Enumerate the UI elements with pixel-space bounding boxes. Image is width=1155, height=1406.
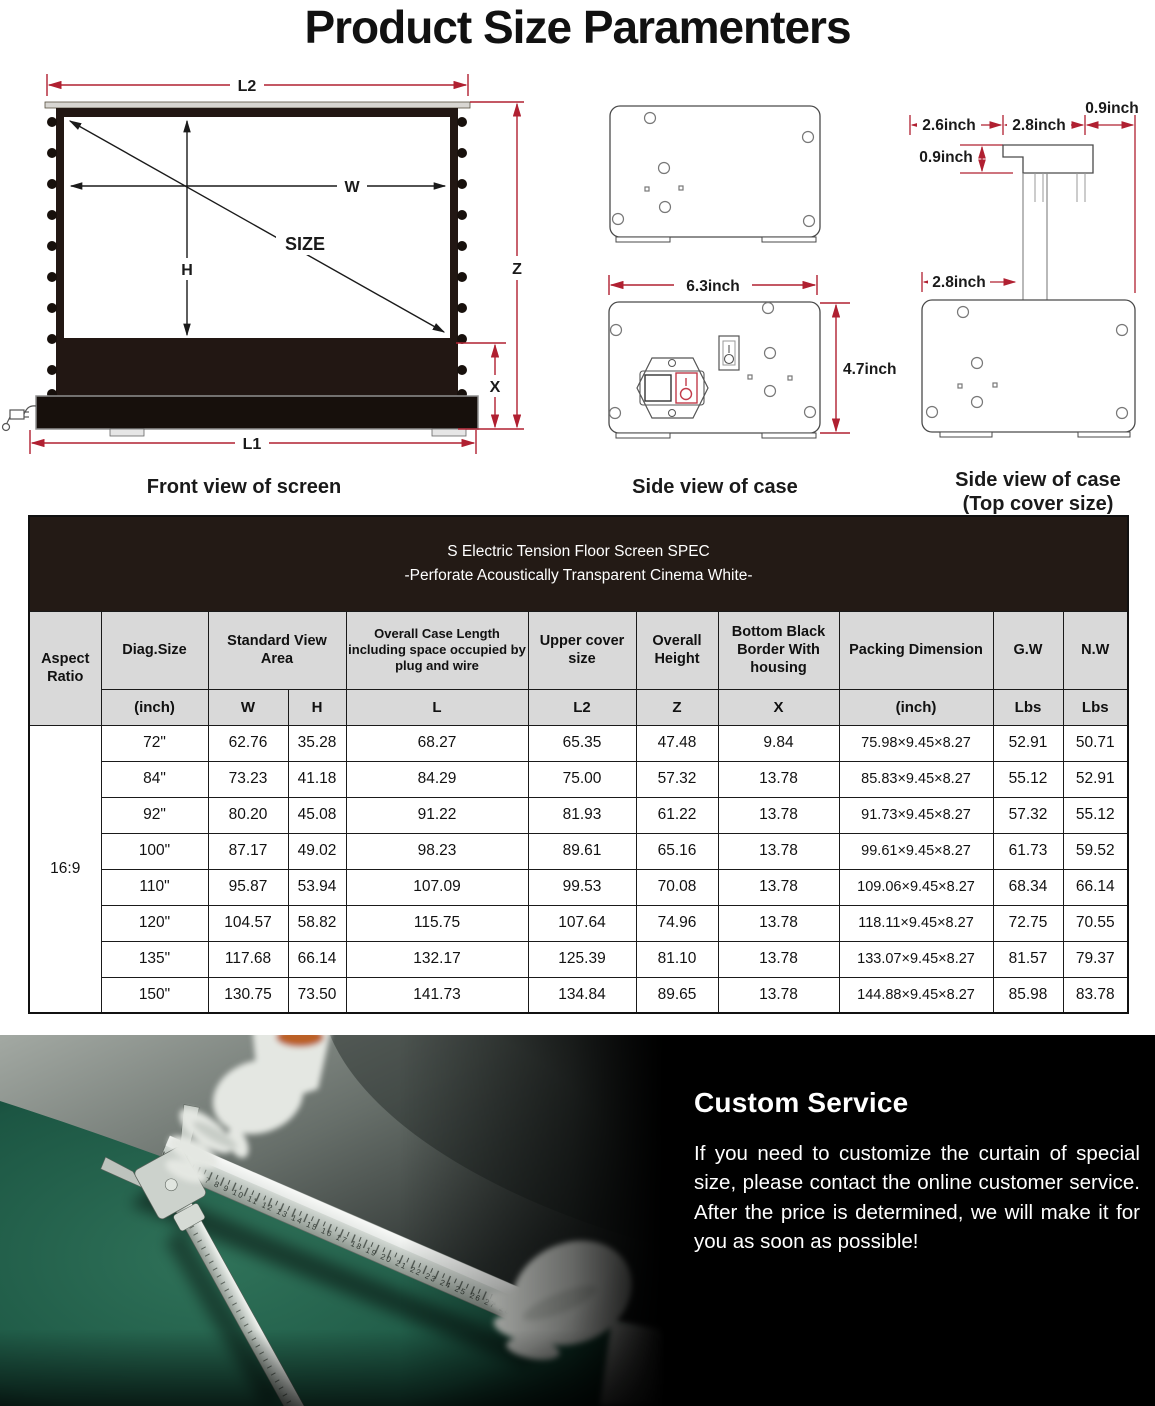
table-cell: 100"	[101, 833, 208, 869]
table-cell: 99.61×9.45×8.27	[839, 833, 993, 869]
x-label: X	[489, 379, 501, 396]
table-cell: 107.09	[346, 869, 528, 905]
table-row	[29, 797, 1128, 833]
table-cell: 87.17	[208, 833, 288, 869]
table-cell: 66.14	[1063, 869, 1128, 905]
dim-28-label: 2.8inch	[1012, 117, 1066, 134]
case-top-foot-right	[762, 237, 816, 242]
screen-bottom-black-border	[64, 338, 450, 396]
table-cell: 55.12	[993, 761, 1063, 797]
table-cell: 85.98	[993, 977, 1063, 1013]
screen-case	[36, 396, 478, 429]
table-cell: 70.08	[636, 869, 718, 905]
table-title-line2: -Perforate Acoustically Transparent Cinema White-	[404, 566, 753, 584]
top-cover-caption-line2: (Top cover size)	[962, 493, 1114, 514]
top-cover-profile	[1003, 145, 1093, 173]
table-cell: 81.93	[528, 797, 636, 833]
col-header-diag: Diag.Size	[101, 611, 208, 689]
table-cell: 58.82	[288, 905, 346, 941]
table-row	[29, 977, 1128, 1013]
custom-service-panel	[694, 1087, 1140, 1256]
table-row	[29, 761, 1128, 797]
table-cell: 95.87	[208, 869, 288, 905]
table-cell: 89.61	[528, 833, 636, 869]
z-label: Z	[512, 261, 522, 278]
custom-service-body: If you need to customize the curtain of special size, please contact the online customer service. After the price is determined, we will make it for you as soon as possible!	[694, 1142, 1140, 1253]
table-cell: 81.10	[636, 941, 718, 977]
unit-cell: H	[288, 689, 346, 725]
table-cell: 75.98×9.45×8.27	[839, 725, 993, 761]
table-cell: 73.23	[208, 761, 288, 797]
screen-left-bar	[56, 108, 64, 398]
front-view-diagram	[3, 74, 529, 498]
table-title	[29, 516, 1128, 611]
case-height-label: 4.7inch	[843, 361, 897, 378]
table-row	[29, 941, 1128, 977]
table-cell: 134.84	[528, 977, 636, 1013]
table-cell: 13.78	[718, 797, 839, 833]
table-cell: 49.02	[288, 833, 346, 869]
product-diagrams	[0, 62, 1155, 514]
bottom-fade-overlay	[0, 1330, 665, 1406]
top-cover-diagram	[910, 100, 1139, 514]
table-cell: 85.83×9.45×8.27	[839, 761, 993, 797]
table-unit-row	[29, 689, 1128, 725]
page-title: Product Size Paramenters	[304, 1, 851, 53]
table-cell: 120"	[101, 905, 208, 941]
table-cell: 84.29	[346, 761, 528, 797]
table-cell: 53.94	[288, 869, 346, 905]
case-foot-left	[110, 429, 144, 436]
table-cell: 52.91	[1063, 761, 1128, 797]
table-cell: 118.11×9.45×8.27	[839, 905, 993, 941]
table-cell: 135"	[101, 941, 208, 977]
l1-label: L1	[242, 436, 262, 453]
table-cell: 65.16	[636, 833, 718, 869]
table-cell: 89.65	[636, 977, 718, 1013]
table-cell: 73.50	[288, 977, 346, 1013]
table-cell: 104.57	[208, 905, 288, 941]
table-cell: 115.75	[346, 905, 528, 941]
col-header-overall-height: Overall Height	[636, 611, 718, 689]
cover-case-foot-left	[940, 432, 992, 437]
unit-cell: (inch)	[101, 689, 208, 725]
table-cell: 61.22	[636, 797, 718, 833]
measuring-photo	[0, 1035, 665, 1406]
unit-cell: Z	[636, 689, 718, 725]
table-cell: 72.75	[993, 905, 1063, 941]
table-cell: 35.28	[288, 725, 346, 761]
table-cell: 59.52	[1063, 833, 1128, 869]
table-cell: 130.75	[208, 977, 288, 1013]
table-cell: 50.71	[1063, 725, 1128, 761]
table-cell: 117.68	[208, 941, 288, 977]
table-cell: 70.55	[1063, 905, 1128, 941]
table-cell: 83.78	[1063, 977, 1128, 1013]
table-cell: 133.07×9.45×8.27	[839, 941, 993, 977]
table-cell: 57.32	[636, 761, 718, 797]
table-cell: 132.17	[346, 941, 528, 977]
screen-top-border	[56, 108, 458, 117]
table-cell: 52.91	[993, 725, 1063, 761]
dim-26-label: 2.6inch	[922, 117, 976, 134]
col-header-nw: N.W	[1063, 611, 1128, 689]
unit-cell: Lbs	[1063, 689, 1128, 725]
table-cell: 107.64	[528, 905, 636, 941]
table-row	[29, 725, 1128, 761]
front-view-caption: Front view of screen	[146, 476, 342, 498]
unit-cell: L2	[528, 689, 636, 725]
top-cover-caption-line1: Side view of case	[955, 469, 1121, 491]
unit-cell: L	[346, 689, 528, 725]
spec-table	[28, 515, 1129, 1014]
table-cell: 79.37	[1063, 941, 1128, 977]
table-cell: 13.78	[718, 905, 839, 941]
table-title-line1: S Electric Tension Floor Screen SPEC	[447, 542, 710, 560]
l2-label: L2	[237, 78, 257, 95]
cover-support-pole	[1023, 173, 1085, 300]
col-header-view-area: Standard View Area	[208, 611, 346, 689]
table-cell: 13.78	[718, 833, 839, 869]
screen-right-bar	[450, 108, 458, 398]
table-cell: 65.35	[528, 725, 636, 761]
table-cell: 47.48	[636, 725, 718, 761]
table-cell: 41.18	[288, 761, 346, 797]
table-cell: 57.32	[993, 797, 1063, 833]
case-bottom-foot-left	[616, 433, 670, 438]
table-cell: 150"	[101, 977, 208, 1013]
col-header-packing: Packing Dimension	[839, 611, 993, 689]
table-row	[29, 833, 1128, 869]
unit-cell: X	[718, 689, 839, 725]
table-cell: 81.57	[993, 941, 1063, 977]
table-cell: 13.78	[718, 941, 839, 977]
w-label: W	[344, 179, 360, 196]
dim-28b-label: 2.8inch	[932, 274, 986, 291]
table-cell: 13.78	[718, 977, 839, 1013]
case-top-foot-left	[616, 237, 670, 242]
table-row	[29, 869, 1128, 905]
table-cell: 61.73	[993, 833, 1063, 869]
col-header-upper-cover: Upper cover size	[528, 611, 636, 689]
power-plug-icon	[3, 406, 37, 431]
table-cell: 80.20	[208, 797, 288, 833]
power-inlet-module	[637, 358, 708, 418]
table-cell: 91.22	[346, 797, 528, 833]
aspect-ratio-cell: 16:9	[29, 725, 101, 1013]
table-cell: 55.12	[1063, 797, 1128, 833]
table-cell: 125.39	[528, 941, 636, 977]
unit-cell: (inch)	[839, 689, 993, 725]
size-label: SIZE	[284, 234, 326, 254]
unit-cell: Lbs	[993, 689, 1063, 725]
table-cell: 144.88×9.45×8.27	[839, 977, 993, 1013]
table-cell: 110"	[101, 869, 208, 905]
case-bottom-outline	[609, 302, 820, 433]
table-cell: 45.08	[288, 797, 346, 833]
table-cell: 109.06×9.45×8.27	[839, 869, 993, 905]
custom-service-heading: Custom Service	[694, 1087, 909, 1118]
table-cell: 68.34	[993, 869, 1063, 905]
col-header-aspect: Aspect Ratio	[29, 611, 101, 725]
table-cell: 62.76	[208, 725, 288, 761]
table-cell: 98.23	[346, 833, 528, 869]
table-cell: 9.84	[718, 725, 839, 761]
table-cell: 72"	[101, 725, 208, 761]
table-cell: 75.00	[528, 761, 636, 797]
table-cell: 74.96	[636, 905, 718, 941]
screen-measure-arrows	[70, 121, 445, 335]
case-width-label: 6.3inch	[686, 278, 740, 295]
col-header-case-length: Overall Case Length including space occupied by plug and wire	[346, 611, 528, 689]
bottom-section	[0, 1035, 1155, 1406]
unit-cell: W	[208, 689, 288, 725]
side-view-diagram	[609, 106, 896, 498]
table-cell: 13.78	[718, 869, 839, 905]
table-cell: 84"	[101, 761, 208, 797]
table-cell: 99.53	[528, 869, 636, 905]
screen-top-strip	[45, 102, 470, 108]
table-row	[29, 905, 1128, 941]
cover-case-outline	[922, 300, 1135, 432]
case-bottom-foot-right	[762, 433, 816, 438]
table-cell: 91.73×9.45×8.27	[839, 797, 993, 833]
table-cell: 13.78	[718, 761, 839, 797]
col-header-black-border: Bottom Black Border With housing	[718, 611, 839, 689]
table-cell: 66.14	[288, 941, 346, 977]
side-view-caption: Side view of case	[632, 476, 798, 498]
cover-dim-top-right-label: 0.9inch	[1085, 100, 1139, 117]
table-group-header-row	[29, 611, 1128, 689]
table-cell: 68.27	[346, 725, 528, 761]
table-cell: 141.73	[346, 977, 528, 1013]
col-header-gw: G.W	[993, 611, 1063, 689]
cover-height-label: 0.9inch	[919, 149, 973, 166]
h-label: H	[181, 262, 193, 279]
case-top-outline	[610, 106, 820, 237]
table-title-row	[29, 516, 1128, 611]
case-foot-right	[432, 429, 466, 436]
cover-case-foot-right	[1078, 432, 1130, 437]
table-cell: 92"	[101, 797, 208, 833]
